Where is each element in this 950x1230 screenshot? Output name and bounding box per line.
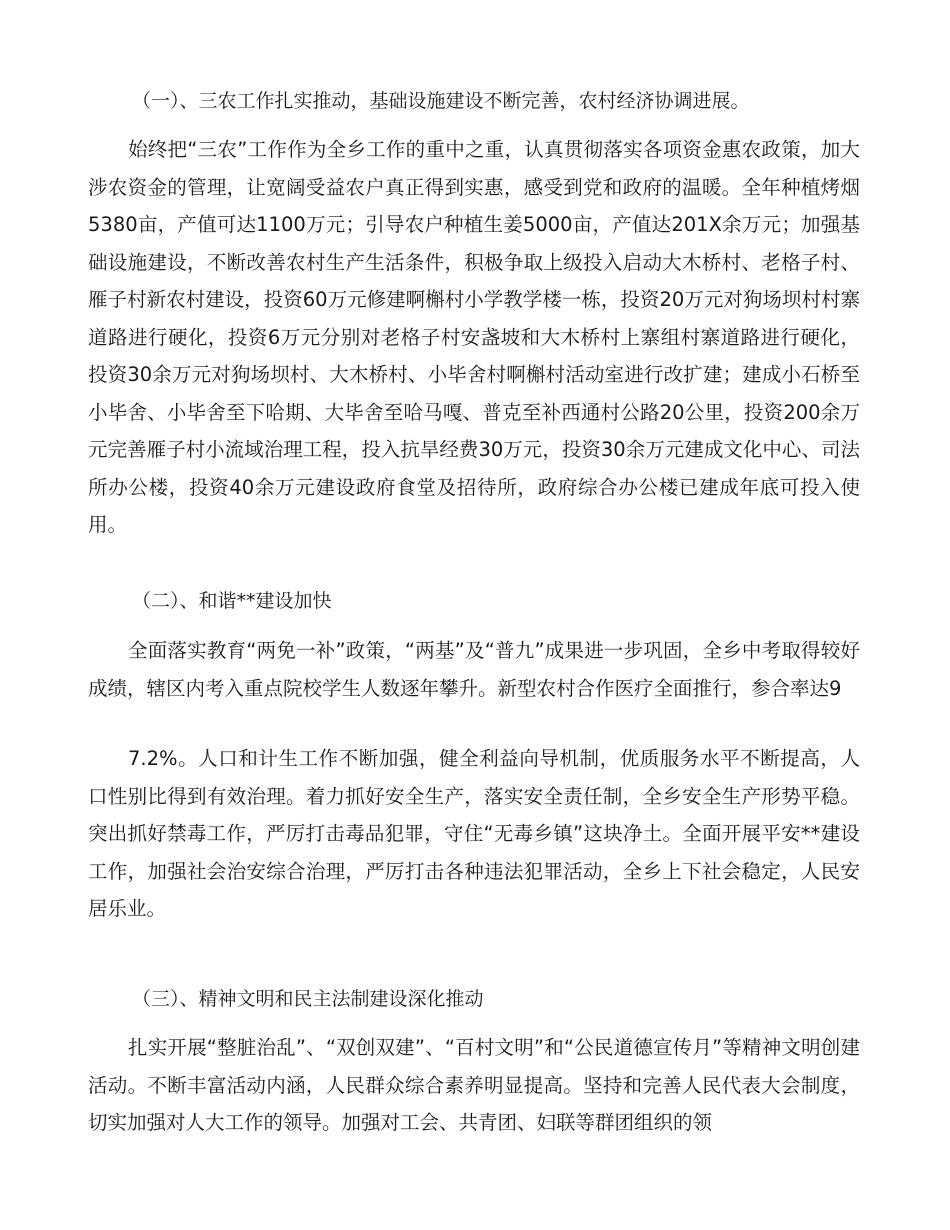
section-heading-2: （二）、和谐**建设加快 <box>132 590 332 612</box>
section-1-paragraph: 始终把“三农”工作作为全乡工作的重中之重，认真贯彻落实各项资金惠农政策，加大涉农资金的管理，让宽阔受益农户真正得到实惠，感受到党和政府的温暖。全年种植烤烟5380亩，产值可达1100万元；引导农户种植生姜5000亩，产值达201X余万元；加强基础设施建设，不断改善农村生产生活条件，积极争取上级投入启动大木桥村、老格子村、雁子村新农村建设，投资60万元修建啊槲村小学教学楼一栋，投资20万元对狗场坝村村寨道路进行硬化，投资6万元分别对老格子村安盏坡和大木桥村上寨组村寨道路进行硬化，投资30余万元对狗场坝村、大木桥村、小毕舍村啊槲村活动室进行改扩建；建成小石桥至小毕舍、小毕舍至下哈期、大毕舍至哈马嘎、普克至补西通村公路20公里，投资200余万元完善雁子村小流域治理工程，投入抗旱经费30万元，投资30余万元建成文化中心、司法所办公楼，投资40余万元建设政府食堂及招待所，政府综合办公楼已建成年底可投入使用。 <box>88 138 860 536</box>
section-2-paragraph-2: 7.2%。人口和计生工作不断加强，健全利益向导机制，优质服务水平不断提高，人口性别比得到有效治理。着力抓好安全生产，落实安全责任制，全乡安全生产形势平稳。突出抓好禁毒工作，严厉打击毒品犯罪，守住“无毒乡镇”这块净土。全面开展平安**建设工作，加强社会治安综合治理，严厉打击各种违法犯罪活动，全乡上下社会稳定，人民安居乐业。 <box>88 747 860 920</box>
section-heading-3: （三）、精神文明和民主法制建设深化推动 <box>132 988 484 1010</box>
section-2-paragraph-1: 全面落实教育“两免一补”政策，“两基”及“普九”成果进一步巩固，全乡中考取得较好成绩，辖区内考入重点院校学生人数逐年攀升。新型农村合作医疗全面推行，参合率达9 <box>88 639 860 700</box>
section-3-paragraph: 扎实开展“整脏治乱”、“双创双建”、“百村文明”和“公民道德宣传月”等精神文明创建活动。不断丰富活动内涵，人民群众综合素养明显提高。坚持和完善人民代表大会制度，切实加强对人大工作的领导。加强对工会、共青团、妇联等群团组织的领 <box>88 1036 860 1134</box>
section-heading-1: （一）、三农工作扎实推动，基础设施建设不断完善，农村经济协调进展。 <box>132 90 750 112</box>
